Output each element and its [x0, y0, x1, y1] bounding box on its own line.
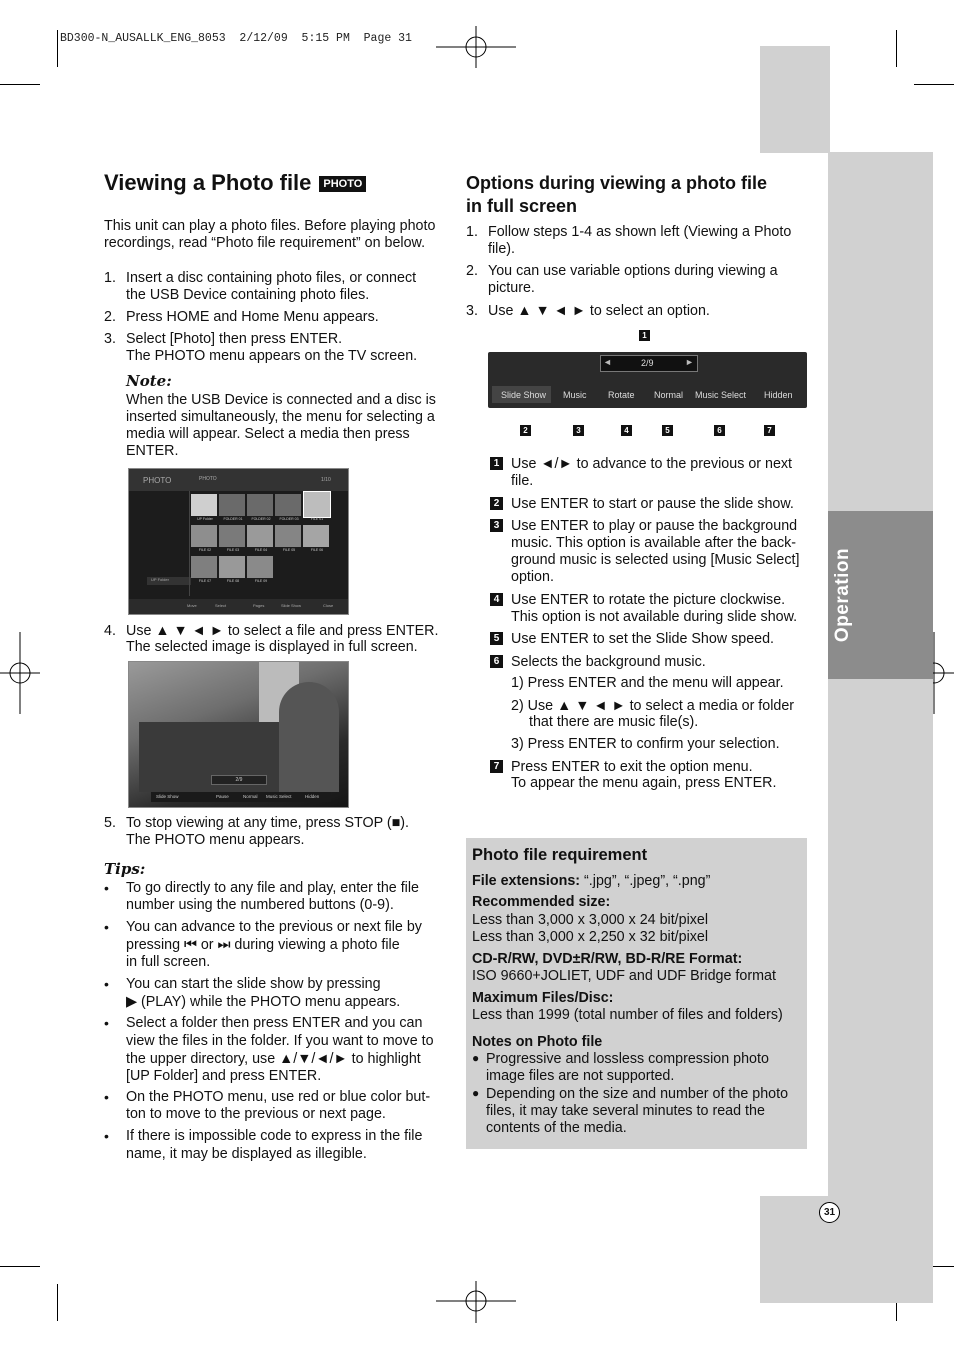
thumb-file [303, 525, 329, 547]
bullet-dot: • [104, 1015, 109, 1031]
thumb-file [219, 525, 245, 547]
footer-close: Close [323, 603, 334, 608]
marker-1: 1 [639, 330, 650, 341]
menu-hidden: Hidden [764, 390, 793, 400]
footer-slideshow: Slide Show [281, 603, 302, 608]
intro-line-2: recordings, read “Photo file requirement” on below. [104, 235, 426, 251]
step-line: Use ▲ ▼ ◄ ► to select an option. [488, 303, 710, 319]
thumb-file [219, 556, 245, 578]
tip-line: number using the numbered buttons (0-9). [126, 897, 394, 913]
note-line: files, it may take several minutes to read the [486, 1103, 765, 1119]
marker-5: 5 [662, 425, 673, 436]
photo-building-dome [279, 682, 339, 792]
step-line: Follow steps 1-4 as shown left (Viewing a Photo [488, 224, 792, 240]
tip-line: On the PHOTO menu, use red or blue color but- [126, 1089, 431, 1105]
photo-menu-screenshot [128, 468, 349, 615]
item-line: Use ENTER to start or pause the slide show. [511, 496, 794, 512]
item-line: option. [511, 569, 554, 585]
thumb-label: FILE 03 [226, 548, 240, 552]
step-number: 5. [104, 815, 116, 831]
thumb-file [303, 491, 331, 518]
tip-line: ton to move to the previous or next page. [126, 1106, 386, 1122]
step-line: The PHOTO menu appears on the TV screen. [126, 348, 418, 364]
step-line: the USB Device containing photo files. [126, 287, 370, 303]
bullet-dot: • [104, 1089, 109, 1105]
step-line: picture. [488, 280, 535, 296]
marker-7: 7 [764, 425, 775, 436]
item-line: ground music is selected using [Music Select] [511, 552, 800, 568]
counter-right-arrow: ► [685, 357, 694, 367]
sub-step-line: 3) Press ENTER to confirm your selection. [511, 736, 780, 752]
thumb-label: FILE 02 [198, 548, 212, 552]
marker-4: 4 [621, 425, 632, 436]
step-number: 1. [104, 270, 116, 286]
tip-line: You can start the slide show by pressing [126, 976, 381, 992]
max-label: Maximum Files/Disc: [472, 990, 614, 1006]
notes-label: Notes on Photo file [472, 1034, 603, 1050]
thumb-label: FOLDER 03 [279, 517, 299, 521]
item-line: Use ENTER to set the Slide Show speed. [511, 631, 775, 647]
item-line: This option is not available during slide show. [511, 609, 798, 625]
format-label: CD-R/RW, DVD±R/RW, BD-R/RE Format: [472, 951, 743, 967]
ext-line [472, 873, 710, 891]
counter-left-arrow: ◄ [603, 357, 612, 367]
thumb-upfolder [191, 494, 217, 516]
menu-music: Music [563, 390, 587, 400]
bullet-dot: ● [472, 1051, 480, 1065]
thumb-label: FOLDER 01 [223, 517, 243, 521]
step-line: Insert a disc containing photo files, or connect [126, 270, 417, 286]
heading-line-2: in full screen [466, 196, 578, 216]
item-line: Use ENTER to rotate the picture clockwise. [511, 592, 786, 608]
side-block-bottom [760, 1196, 933, 1303]
footer-move: Move [187, 603, 197, 608]
menu-normal: Normal [654, 390, 684, 400]
tip-line: If there is impossible code to express in the file [126, 1128, 423, 1144]
thumb-label: FILE 08 [226, 579, 240, 583]
step-number: 4. [104, 623, 116, 639]
page-number: 31 [819, 1202, 840, 1223]
ext-value: “.jpg”, “.jpeg”, “.png” [580, 873, 711, 889]
step-line: Select [Photo] then press ENTER. [126, 331, 343, 347]
thumb-file [275, 525, 301, 547]
tip-line: pressing ⏮ or ⏭ during viewing a photo file [126, 937, 400, 953]
item-line: Use ◄/► to advance to the previous or next [511, 456, 793, 472]
bullet-dot: • [104, 1128, 109, 1144]
thumb-file [247, 525, 273, 547]
screen-count: 1/10 [321, 477, 331, 483]
marker-6: 6 [714, 425, 725, 436]
step-line: Press HOME and Home Menu appears. [126, 309, 379, 325]
menu-slideshow: Slide Show [156, 794, 179, 799]
step-number: 3. [104, 331, 116, 347]
step-number: 3. [466, 303, 478, 319]
max-value: Less than 1999 (total number of files and folders) [472, 1007, 783, 1023]
menu-rotate: Rotate [608, 390, 635, 400]
photo-badge: PHOTO [319, 176, 366, 192]
item-number-badge: 1 [490, 457, 503, 470]
thumb-label: FILE 06 [310, 548, 324, 552]
sub-step-line: 1) Press ENTER and the menu will appear. [511, 675, 784, 691]
sub-step-line: 2) Use ▲ ▼ ◄ ► to select a media or folder [511, 698, 795, 714]
note-heading: Note: [126, 372, 172, 390]
side-block-top [760, 46, 830, 153]
menu-music-select: Music Select [266, 794, 292, 799]
screen-crumb: PHOTO [199, 476, 217, 482]
tip-line: name, it may be displayed as illegible. [126, 1146, 367, 1162]
item-line: To appear the menu again, press ENTER. [511, 775, 777, 791]
thumb-folder [275, 494, 301, 516]
item-line: Press ENTER to exit the option menu. [511, 759, 753, 775]
size-line: Less than 3,000 x 3,000 x 24 bit/pixel [472, 912, 709, 928]
note-line: Depending on the size and number of the photo [486, 1086, 789, 1102]
item-line: Selects the background music. [511, 654, 706, 670]
note-line: media will appear. Select a media then press [126, 426, 410, 442]
bullet-dot: • [104, 919, 109, 935]
step-line: The PHOTO menu appears. [126, 832, 305, 848]
tip-line: view the files in the folder. If you want to move to [126, 1033, 434, 1049]
item-line: music. This option is available after the back- [511, 535, 797, 551]
title-text: Viewing a Photo file [104, 170, 312, 195]
tip-line: the upper directory, use ▲/▼/◄/► to highlight [126, 1051, 421, 1067]
screen-divider [189, 491, 190, 596]
menu-hidden: Hidden [305, 794, 320, 799]
tip-line: in full screen. [126, 954, 211, 970]
thumb-file [191, 525, 217, 547]
tip-line: ▶ (PLAY) while the PHOTO menu appears. [126, 994, 401, 1010]
footer-pages: Pages [253, 603, 265, 608]
note-line: When the USB Device is connected and a disc is [126, 392, 436, 408]
photo-counter: 2/9 [211, 775, 267, 785]
thumb-label: FILE 05 [282, 548, 296, 552]
item-number-badge: 5 [490, 632, 503, 645]
thumb-folder [219, 494, 245, 516]
screen-media-label [149, 517, 179, 535]
item-line: Use ENTER to play or pause the background [511, 518, 798, 534]
thumb-label: FILE 01 [310, 517, 324, 521]
tip-line: Select a folder then press ENTER and you can [126, 1015, 423, 1031]
fullscreen-photo-screenshot [128, 661, 349, 808]
counter-value: 2/9 [641, 358, 654, 368]
bullet-dot: ● [472, 1086, 480, 1100]
thumb-label: FOLDER 02 [251, 517, 271, 521]
item-number-badge: 3 [490, 519, 503, 532]
thumb-label: UP Folder [197, 517, 213, 521]
item-number-badge: 7 [490, 760, 503, 773]
thumb-label: FILE 07 [198, 579, 212, 583]
tip-line: To go directly to any file and play, enter the file [126, 880, 419, 896]
step-line: You can use variable options during viewing a [488, 263, 778, 279]
step-line: Use ▲ ▼ ◄ ► to select a file and press ENTER. [126, 623, 439, 639]
note-line: ENTER. [126, 443, 179, 459]
step-number: 2. [466, 263, 478, 279]
tips-heading: Tips: [104, 860, 146, 878]
step-number: 2. [104, 309, 116, 325]
tip-line: [UP Folder] and press ENTER. [126, 1068, 322, 1084]
step-line: The selected image is displayed in full screen. [126, 639, 418, 655]
note-line: image files are not supported. [486, 1068, 675, 1084]
heading-line-1: Options during viewing a photo file [466, 173, 767, 193]
thumb-file [247, 556, 273, 578]
note-line: Progressive and lossless compression photo [486, 1051, 769, 1067]
step-number: 1. [466, 224, 478, 240]
menu-music-select: Music Select [695, 390, 747, 400]
intro-line-1: This unit can play a photo files. Before playing photo [104, 218, 436, 234]
print-header: BD300-N_AUSALLK_ENG_8053 2/12/09 5:15 PM Page 31 [60, 32, 412, 45]
format-value: ISO 9660+JOLIET, UDF and UDF Bridge format [472, 968, 776, 984]
section-heading [466, 172, 767, 218]
tip-line: You can advance to the previous or next file by [126, 919, 422, 935]
note-line: inserted simultaneously, the menu for selecting a [126, 409, 435, 425]
step-line: file). [488, 241, 516, 257]
requirement-title: Photo file requirement [472, 846, 648, 864]
thumb-folder [247, 494, 273, 516]
thumb-label: FILE 09 [254, 579, 268, 583]
thumb-file [191, 556, 217, 578]
screen-footer [129, 599, 348, 614]
item-line: file. [511, 473, 534, 489]
page-title [104, 170, 366, 196]
menu-slide-show: Slide Show [501, 390, 547, 400]
size-label: Recommended size: [472, 894, 611, 910]
size-line: Less than 3,000 x 2,250 x 32 bit/pixel [472, 929, 709, 945]
ext-label: File extensions: [472, 873, 581, 889]
screen-logo: PHOTO [143, 476, 172, 485]
menu-pause: Pause [216, 794, 229, 799]
step-line: To stop viewing at any time, press STOP (■). [126, 815, 410, 831]
sub-step-line: that there are music file(s). [529, 714, 699, 730]
bullet-dot: • [104, 976, 109, 992]
item-number-badge: 6 [490, 655, 503, 668]
menu-normal: Normal [243, 794, 258, 799]
note-line: contents of the media. [486, 1120, 627, 1136]
bullet-dot: • [104, 880, 109, 896]
thumb-label: FILE 04 [254, 548, 268, 552]
section-tab-label: Operation [832, 547, 853, 643]
item-number-badge: 2 [490, 497, 503, 510]
item-number-badge: 4 [490, 593, 503, 606]
screen-upfolder-button: UP Folder [147, 577, 191, 585]
footer-select: Select [215, 603, 227, 608]
marker-3: 3 [573, 425, 584, 436]
marker-2: 2 [520, 425, 531, 436]
